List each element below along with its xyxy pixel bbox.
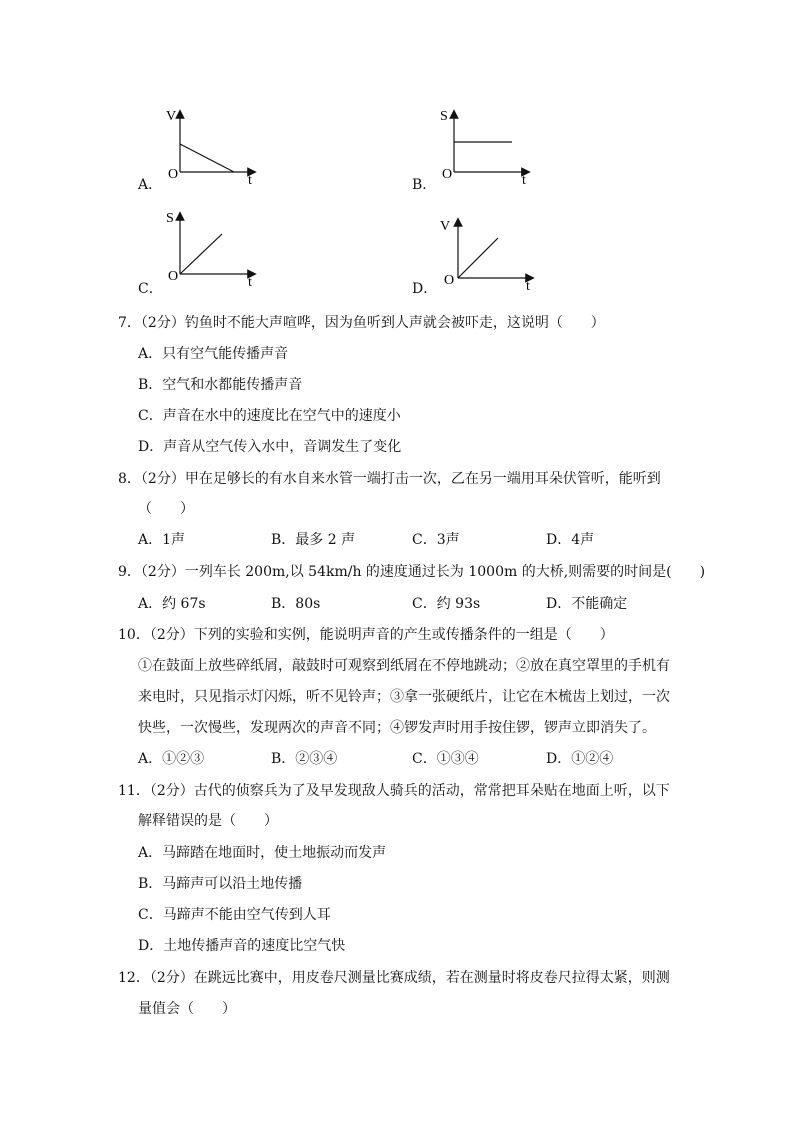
graph-a-origin: O xyxy=(168,167,179,182)
question-7-option-a: A．只有空气能传播声音 xyxy=(138,346,289,362)
question-7-stem: 7．（2分）钓鱼时不能大声喧哗，因为鱼听到人声就会被吓走，这说明（ ） xyxy=(118,315,605,331)
graph-d-svg xyxy=(438,218,548,298)
graph-a-svg xyxy=(160,108,270,188)
question-10-body-line: ①在鼓面上放些碎纸屑，敲鼓时可观察到纸屑在不停地跳动；②放在真空罩里的手机有 xyxy=(138,658,670,674)
question-10-option-b: B．②③④ xyxy=(271,751,338,767)
question-12-stem-continued: 量值会（ ） xyxy=(138,1001,236,1017)
question-10-body-line: 来电时，只见指示灯闪烁，听不见铃声；③拿一张硬纸片，让它在木梳齿上划过，一次 xyxy=(138,689,670,705)
question-8-option-d: D．4声 xyxy=(546,532,595,548)
graph-a-option-label: A． xyxy=(138,177,163,193)
graph-a-curve xyxy=(180,144,234,172)
graph-b-origin: O xyxy=(442,167,453,182)
question-8-stem-continued: （ ） xyxy=(138,501,194,517)
question-11-option-a: A．马蹄踏在地面时，使土地振动而发声 xyxy=(138,845,387,861)
question-11-option-c: C．马蹄声不能由空气传到人耳 xyxy=(138,907,331,923)
question-11-stem-continued: 解释错误的是（ ） xyxy=(138,813,278,829)
graph-d xyxy=(438,218,548,298)
question-7-option-b: B．空气和水都能传播声音 xyxy=(138,377,303,393)
question-11-option-d: D．土地传播声音的速度比空气快 xyxy=(138,938,346,954)
graph-a-x-label: t xyxy=(248,173,252,188)
question-9-option-d: D．不能确定 xyxy=(546,596,628,612)
graph-b-option-label: B． xyxy=(412,177,437,193)
graph-c-origin: O xyxy=(168,269,179,284)
graph-d-y-label: V xyxy=(440,219,451,234)
graph-c-y-label: S xyxy=(166,211,174,226)
question-11-stem: 11．（2分）古代的侦察兵为了及早发现敌人骑兵的活动，常常把耳朵贴在地面上听，以下 xyxy=(118,783,670,799)
graph-d-option-label: D． xyxy=(412,281,438,297)
graph-c-x-label: t xyxy=(248,275,252,290)
graph-d-x-label: t xyxy=(526,279,530,294)
question-9-stem: 9．（2分）一列车长 200m,以 54km/h 的速度通过长为 1000m 的大桥,则需要的时间是( ) xyxy=(118,564,706,580)
graph-c-svg xyxy=(160,210,270,290)
question-8-option-c: C．3声 xyxy=(412,532,460,548)
question-12-stem: 12．（2分）在跳远比赛中，用皮卷尺测量比赛成绩，若在测量时将皮卷尺拉得太紧，则测 xyxy=(118,970,670,986)
question-7-option-c: C．声音在水中的速度比在空气中的速度小 xyxy=(138,408,401,424)
graph-c-option-label: C． xyxy=(138,281,163,297)
question-8-stem: 8．（2分）甲在足够长的有水自来水管一端打击一次，乙在另一端用耳朵伏管听，能听到 xyxy=(118,471,661,487)
graph-c-curve xyxy=(180,234,222,274)
graph-b-y-label: S xyxy=(440,109,448,124)
question-9-option-c: C．约 93s xyxy=(412,596,481,612)
graph-a-y-label: V xyxy=(166,109,177,124)
question-8-option-b: B．最多 2 声 xyxy=(271,532,356,548)
question-7-option-d: D．声音从空气传入水中，音调发生了变化 xyxy=(138,439,402,455)
question-10-option-c: C．①③④ xyxy=(412,751,479,767)
question-10-option-d: D．①②④ xyxy=(546,751,614,767)
question-10-body-line: 快些，一次慢些，发现两次的声音不同；④锣发声时用手按住锣，锣声立即消失了。 xyxy=(138,720,656,736)
graph-b-x-label: t xyxy=(522,173,526,188)
question-9-option-b: B．80s xyxy=(271,596,321,612)
question-10-option-a: A．①②③ xyxy=(138,751,205,767)
question-11-option-b: B．马蹄声可以沿土地传播 xyxy=(138,876,303,892)
question-10-stem: 10．（2分）下列的实验和实例，能说明声音的产生或传播条件的一组是（ ） xyxy=(118,627,614,643)
graph-b xyxy=(434,108,544,188)
graph-c xyxy=(160,210,270,290)
question-9-option-a: A．约 67s xyxy=(138,596,206,612)
graph-d-origin: O xyxy=(444,273,455,288)
graph-b-svg xyxy=(434,108,544,188)
graph-a xyxy=(160,108,270,188)
question-8-option-a: A．1声 xyxy=(138,532,186,548)
graph-d-curve xyxy=(458,238,498,278)
